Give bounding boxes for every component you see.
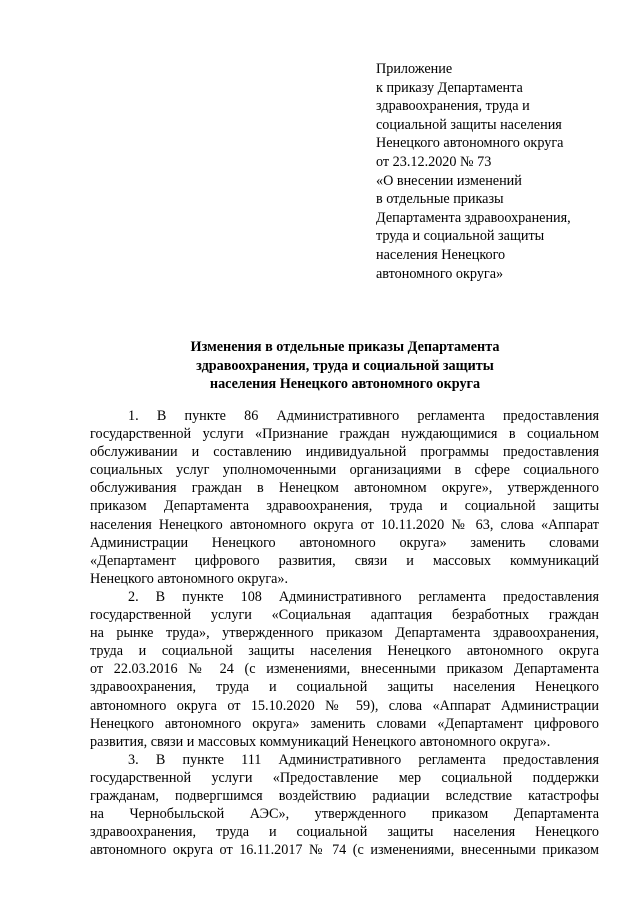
annex-line: в отдельные приказы bbox=[376, 191, 504, 208]
annex-line: Ненецкого автономного округа bbox=[376, 135, 564, 152]
annex-line: Департамента здравоохранения, bbox=[376, 209, 571, 226]
title-line: Изменения в отдельные приказы Департамента bbox=[190, 339, 500, 355]
text-line: обслуживании и составлению индивидуальной программы предоставления bbox=[90, 444, 599, 461]
text-line: приказом Департамента здравоохранения, труда и социальной защиты bbox=[90, 498, 599, 515]
title-line: здравоохранения, труда и социальной защиты bbox=[196, 357, 494, 374]
title-line: населения Ненецкого автономного округа bbox=[209, 376, 481, 393]
paragraph-1 bbox=[90, 407, 599, 588]
text-line: Ненецкого автономного округа» заменить словами «Департамент цифрового bbox=[90, 715, 599, 732]
annex-line: «О внесении изменений bbox=[376, 172, 522, 189]
document-body bbox=[90, 407, 599, 859]
text-line: государственной услуги «Признание граждан нуждающимися в социальном bbox=[90, 426, 599, 443]
text-line: 2. В пункте 108 Административного регламента предоставления bbox=[128, 588, 599, 605]
paragraph-2 bbox=[90, 588, 599, 751]
text-line: «Департамент цифрового развития, связи и массовых коммуникаций bbox=[90, 552, 599, 569]
text-line: государственной услуги «Предоставление мер социальной поддержки bbox=[90, 769, 599, 786]
annex-line: Приложение bbox=[376, 61, 453, 77]
text-line: населения Ненецкого автономного округа от 10.11.2020 № 63, слова «Аппарат bbox=[90, 516, 599, 533]
text-line: социальных услуг уполномоченными организациями в сфере социального bbox=[90, 462, 599, 479]
annex-line: населения Ненецкого bbox=[376, 246, 506, 263]
document-title bbox=[90, 338, 600, 394]
text-line: 1. В пункте 86 Административного регламента предоставления bbox=[128, 408, 599, 424]
text-line: гражданам, подвергшимся воздействию радиации вследствие катастрофы bbox=[90, 787, 599, 804]
annex-line: социальной защиты населения bbox=[376, 116, 562, 133]
text-line: здравоохранения, труда и социальной защиты населения Ненецкого bbox=[90, 824, 599, 841]
text-line: 3. В пункте 111 Административного регламента предоставления bbox=[128, 751, 599, 768]
annex-line: автономного округа» bbox=[376, 265, 504, 282]
text-line: автономного округа от 15.10.2020 № 59), слова «Аппарат Администрации bbox=[90, 697, 599, 714]
text-line: здравоохранения, труда и социальной защиты населения Ненецкого bbox=[90, 679, 599, 696]
text-line: на Чернобыльской АЭС», утвержденного приказом Департамента bbox=[90, 806, 599, 823]
paragraph-3 bbox=[90, 751, 599, 860]
text-line: автономного округа от 16.11.2017 № 74 (с изменениями, внесенными приказом bbox=[90, 842, 599, 859]
text-line: Ненецкого автономного округа». bbox=[90, 570, 289, 587]
text-line: обслуживания граждан в Ненецком автономном округе», утвержденного bbox=[90, 480, 599, 497]
annex-line: к приказу Департамента bbox=[376, 79, 523, 96]
annex-line: труда и социальной защиты bbox=[376, 228, 545, 245]
annex-line: здравоохранения, труда и bbox=[376, 98, 530, 115]
text-line: от 22.03.2016 № 24 (с изменениями, внесенными приказом Департамента bbox=[90, 661, 599, 678]
annex-block bbox=[376, 60, 616, 283]
text-line: Администрации Ненецкого автономного округа» заменить словами bbox=[90, 534, 599, 551]
text-line: государственной услуги «Социальная адаптация безработных граждан bbox=[90, 607, 599, 624]
text-line: на рынке труда», утвержденного приказом Департамента здравоохранения, bbox=[90, 625, 599, 642]
text-line: развития, связи и массовых коммуникаций Ненецкого автономного округа». bbox=[90, 733, 551, 750]
annex-line: от 23.12.2020 № 73 bbox=[376, 153, 492, 170]
text-line: труда и социальной защиты населения Ненецкого автономного округа bbox=[90, 643, 599, 660]
